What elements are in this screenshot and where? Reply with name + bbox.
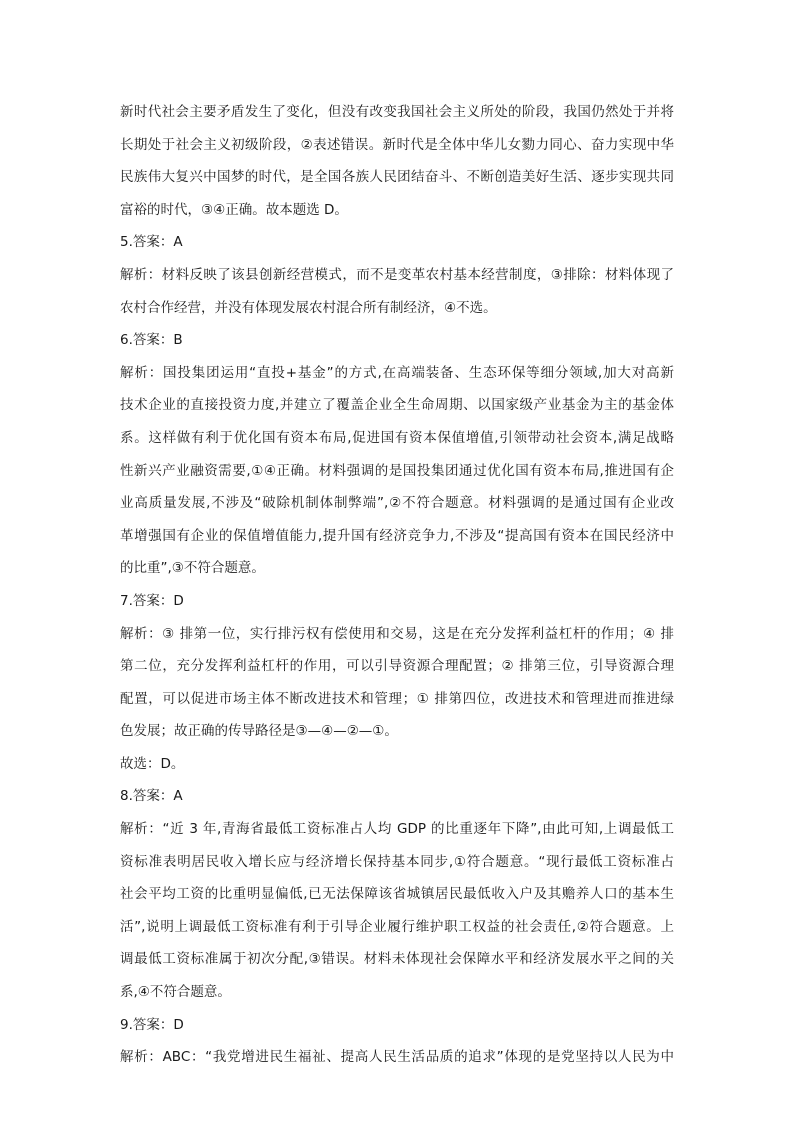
- text-line: 民族伟大复兴中国梦的时代，是全国各族人民团结奋斗、不断创造美好生活、逐步实现共同: [120, 169, 674, 186]
- text-line: 农村合作经营，并没有体现发展农村混合所有制经济，④不选。: [120, 299, 497, 316]
- text-line: 富裕的时代，③④正确。故本题选 D。: [120, 201, 348, 218]
- text-line: 色发展；故正确的传导路径是③—④—②—①。: [120, 723, 398, 740]
- text-line: 解析：“近 3 年,青海省最低工资标准占人均 GDP 的比重逐年下降”,由此可知,上调最低工: [120, 821, 674, 838]
- text-line: 第二位，充分发挥利益杠杆的作用，可以引导资源合理配置；② 排第三位，引导资源合理: [120, 658, 674, 675]
- answer-line: [120, 226, 674, 259]
- answer-line: [120, 748, 674, 781]
- text-line: 活”,说明上调最低工资标准有利于引导企业履行维护职工权益的社会责任,②符合题意。上: [120, 918, 674, 935]
- paragraph: [120, 259, 674, 324]
- text-line: 解析：ABC：“我党增进民生福祉、提高人民生活品质的追求”体现的是党坚持以人民为中: [120, 1049, 674, 1066]
- paragraph: [120, 96, 674, 226]
- text-line: 解析：材料反映了该县创新经营模式，而不是变革农村基本经营制度，③排除：材料体现了: [120, 266, 674, 283]
- text-line: 配置，可以促进市场主体不断改进技术和管理；① 排第四位，改进技术和管理进而推进绿: [120, 690, 674, 707]
- text-line: 调最低工资标准属于初次分配,③错误。材料未体现社会保障水平和经济发展水平之间的关: [120, 951, 674, 968]
- answer-line: [120, 585, 674, 618]
- answer-line: [120, 1009, 674, 1042]
- text-line: 资标准表明居民收入增长应与经济增长保持基本同步,①符合题意。“现行最低工资标准占: [120, 853, 674, 870]
- paragraph: [120, 1041, 674, 1074]
- answer-label: 8.答案：A: [120, 788, 183, 805]
- paragraph: [120, 618, 674, 748]
- answer-label: 故选：D。: [120, 755, 185, 772]
- answer-line: [120, 780, 674, 813]
- answer-line: [120, 324, 674, 357]
- text-line: 长期处于社会主义初级阶段，②表述错误。新时代是全体中华儿女勠力同心、奋力实现中华: [120, 136, 674, 153]
- text-line: 社会平均工资的比重明显偏低,已无法保障该省城镇居民最低收入户及其赡养人口的基本生: [120, 886, 674, 903]
- paragraph: [120, 813, 674, 1009]
- text-line: 革增强国有企业的保值增值能力,提升国有经济竞争力,不涉及“提高国有资本在国民经济中: [120, 527, 674, 544]
- answer-label: 5.答案：A: [120, 234, 183, 251]
- answer-label: 7.答案：D: [120, 592, 184, 609]
- text-line: 解析：国投集团运用“直投+基金”的方式,在高端装备、生态环保等细分领域,加大对高新: [120, 364, 674, 381]
- text-line: 解析：③ 排第一位，实行排污权有偿使用和交易，这是在充分发挥利益杠杆的作用；④ 排: [120, 625, 674, 642]
- text-line: 系。这样做有利于优化国有资本布局,促进国有资本保值增值,引领带动社会资本,满足战略: [120, 429, 674, 446]
- answer-label: 9.答案：D: [120, 1016, 184, 1033]
- paragraph: [120, 357, 674, 585]
- text-line: 系,④不符合题意。: [120, 984, 231, 1001]
- text-line: 性新兴产业融资需要,①④正确。材料强调的是国投集团通过优化国有资本布局,推进国有企: [120, 462, 674, 479]
- document-page: [120, 96, 674, 1074]
- text-line: 业高质量发展,不涉及“破除机制体制弊端”,②不符合题意。材料强调的是通过国有企业改: [120, 495, 674, 512]
- text-line: 的比重”,③不符合题意。: [120, 560, 265, 577]
- text-line: 新时代社会主要矛盾发生了变化，但没有改变我国社会主义所处的阶段，我国仍然处于并将: [120, 104, 674, 120]
- answer-label: 6.答案：B: [120, 332, 183, 349]
- text-line: 技术企业的直接投资力度,并建立了覆盖企业全生命周期、以国家级产业基金为主的基金体: [120, 397, 674, 414]
